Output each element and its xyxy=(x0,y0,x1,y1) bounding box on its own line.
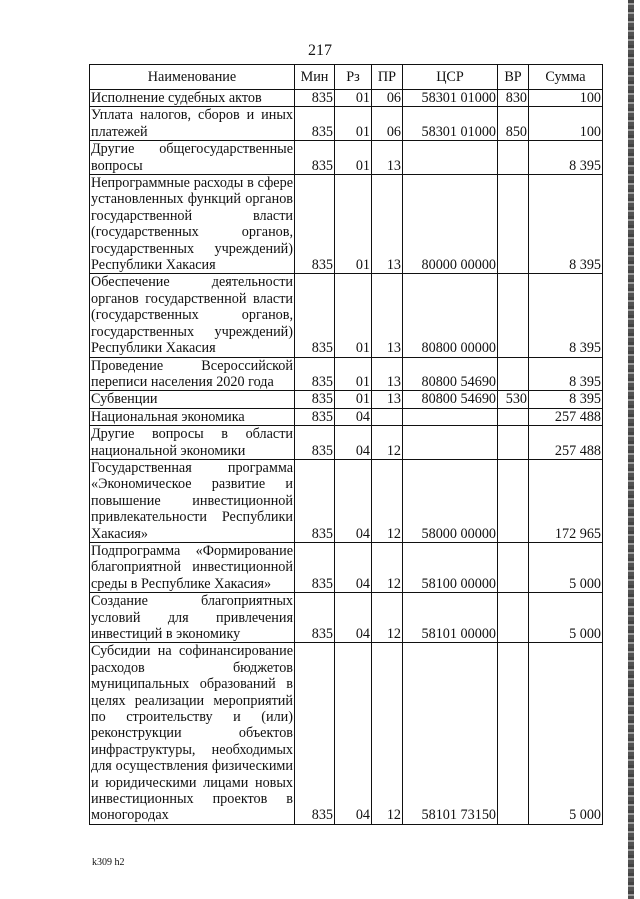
row-sum: 8 395 xyxy=(529,175,603,274)
row-vr xyxy=(498,542,529,592)
row-name: Обеспечение деятельности органов государственной власти (государственных органов, государственных учреждений) Республики Хакасия xyxy=(91,274,293,357)
row-min: 835 xyxy=(295,175,335,274)
row-csr: 80800 54690 xyxy=(403,391,498,408)
row-vr: 530 xyxy=(498,391,529,408)
row-csr: 80800 00000 xyxy=(403,274,498,357)
row-csr: 58000 00000 xyxy=(403,459,498,542)
table-row xyxy=(90,274,603,357)
footer-code: k309 h2 xyxy=(92,857,125,868)
table-row xyxy=(90,391,603,408)
budget-table xyxy=(89,64,603,825)
table-row xyxy=(90,426,603,460)
row-csr: 58101 00000 xyxy=(403,593,498,643)
row-name: Другие общегосударственные вопросы xyxy=(91,141,293,174)
row-name: Государственная программа «Экономическое развитие и повышение инвестиционной привлекательности Республики Хакасия» xyxy=(91,459,293,542)
row-vr xyxy=(498,643,529,824)
row-name: Исполнение судебных актов xyxy=(90,90,295,107)
row-vr xyxy=(498,593,529,643)
row-pr: 06 xyxy=(372,107,403,141)
row-vr xyxy=(498,141,529,175)
row-vr: 850 xyxy=(498,107,529,141)
row-pr: 06 xyxy=(372,90,403,107)
row-name: Создание благоприятных условий для привлечения инвестиций в экономику xyxy=(91,593,293,642)
row-pr: 13 xyxy=(372,175,403,274)
row-min: 835 xyxy=(295,107,335,141)
row-vr xyxy=(498,357,529,391)
table-row xyxy=(90,357,603,391)
table-row xyxy=(90,593,603,643)
row-sum: 100 xyxy=(529,90,603,107)
row-min: 835 xyxy=(295,643,335,824)
header-rz: Рз xyxy=(335,65,372,90)
row-pr: 12 xyxy=(372,542,403,592)
row-rz: 01 xyxy=(335,391,372,408)
row-name: Непрограммные расходы в сфере установленных функций органов государственной власти (государственных органов, государственных учреждений) Республики Хакасия xyxy=(91,175,293,274)
row-pr: 13 xyxy=(372,391,403,408)
table-row xyxy=(90,107,603,141)
row-rz: 04 xyxy=(335,408,372,425)
row-csr: 80800 54690 xyxy=(403,357,498,391)
row-min: 835 xyxy=(295,391,335,408)
row-min: 835 xyxy=(295,141,335,175)
row-min: 835 xyxy=(295,459,335,542)
row-rz: 01 xyxy=(335,107,372,141)
row-sum: 8 395 xyxy=(529,141,603,175)
row-vr xyxy=(498,175,529,274)
header-pr: ПР xyxy=(372,65,403,90)
row-name: Уплата налогов, сборов и иных платежей xyxy=(91,107,293,140)
table-row xyxy=(90,542,603,592)
row-name: Другие вопросы в области национальной экономики xyxy=(91,426,293,459)
row-min: 835 xyxy=(295,426,335,460)
row-rz: 04 xyxy=(335,459,372,542)
row-sum: 172 965 xyxy=(529,459,603,542)
row-rz: 04 xyxy=(335,643,372,824)
header-name: Наименование xyxy=(90,65,295,90)
row-min: 835 xyxy=(295,90,335,107)
row-min: 835 xyxy=(295,357,335,391)
header-vr: ВР xyxy=(498,65,529,90)
scan-edge-artifact xyxy=(628,0,634,899)
table-row xyxy=(90,459,603,542)
row-min: 835 xyxy=(295,593,335,643)
table-row xyxy=(90,408,603,425)
row-min: 835 xyxy=(295,274,335,357)
row-csr: 58301 01000 xyxy=(403,107,498,141)
row-sum: 5 000 xyxy=(529,643,603,824)
row-vr xyxy=(498,408,529,425)
table-row xyxy=(90,141,603,175)
row-rz: 01 xyxy=(335,90,372,107)
row-rz: 01 xyxy=(335,274,372,357)
row-vr xyxy=(498,459,529,542)
row-sum: 5 000 xyxy=(529,593,603,643)
row-sum: 257 488 xyxy=(529,408,603,425)
table-header-row xyxy=(90,65,603,90)
row-rz: 01 xyxy=(335,141,372,175)
row-name: Национальная экономика xyxy=(90,408,295,425)
row-csr xyxy=(403,141,498,175)
row-rz: 04 xyxy=(335,593,372,643)
row-csr xyxy=(403,426,498,460)
row-csr: 80000 00000 xyxy=(403,175,498,274)
row-csr: 58301 01000 xyxy=(403,90,498,107)
header-min: Мин xyxy=(295,65,335,90)
table-row xyxy=(90,643,603,824)
row-vr xyxy=(498,426,529,460)
row-sum: 8 395 xyxy=(529,357,603,391)
row-pr: 12 xyxy=(372,426,403,460)
row-name: Подпрограмма «Формирование благоприятной инвестиционной среды в Республике Хакасия» xyxy=(91,542,293,592)
page-number: 217 xyxy=(308,42,332,59)
row-vr xyxy=(498,274,529,357)
row-sum: 8 395 xyxy=(529,274,603,357)
table-row xyxy=(90,175,603,274)
row-pr: 13 xyxy=(372,274,403,357)
row-pr: 13 xyxy=(372,357,403,391)
row-csr: 58100 00000 xyxy=(403,542,498,592)
row-pr: 12 xyxy=(372,459,403,542)
row-pr: 12 xyxy=(372,643,403,824)
row-name: Субвенции xyxy=(90,391,295,408)
row-min: 835 xyxy=(295,408,335,425)
row-pr: 13 xyxy=(372,141,403,175)
header-sum: Сумма xyxy=(529,65,603,90)
row-csr: 58101 73150 xyxy=(403,643,498,824)
row-rz: 04 xyxy=(335,542,372,592)
row-sum: 257 488 xyxy=(529,426,603,460)
row-rz: 01 xyxy=(335,357,372,391)
row-rz: 01 xyxy=(335,175,372,274)
row-pr: 12 xyxy=(372,593,403,643)
header-csr: ЦСР xyxy=(403,65,498,90)
row-sum: 5 000 xyxy=(529,542,603,592)
row-min: 835 xyxy=(295,542,335,592)
row-sum: 8 395 xyxy=(529,391,603,408)
table-row xyxy=(90,90,603,107)
row-rz: 04 xyxy=(335,426,372,460)
row-vr: 830 xyxy=(498,90,529,107)
row-pr xyxy=(372,408,403,425)
row-csr xyxy=(403,408,498,425)
row-sum: 100 xyxy=(529,107,603,141)
row-name: Проведение Всероссийской переписи населения 2020 года xyxy=(91,357,293,390)
row-name: Субсидии на софинансирование расходов бюджетов муниципальных образований в целях реализации мероприятий по строительству и (или) реконструкции объектов инфраструктуры, необходимых для осуществления физическими и юридическими лицами новых инвестиционных проектов в моногородах xyxy=(91,643,293,824)
